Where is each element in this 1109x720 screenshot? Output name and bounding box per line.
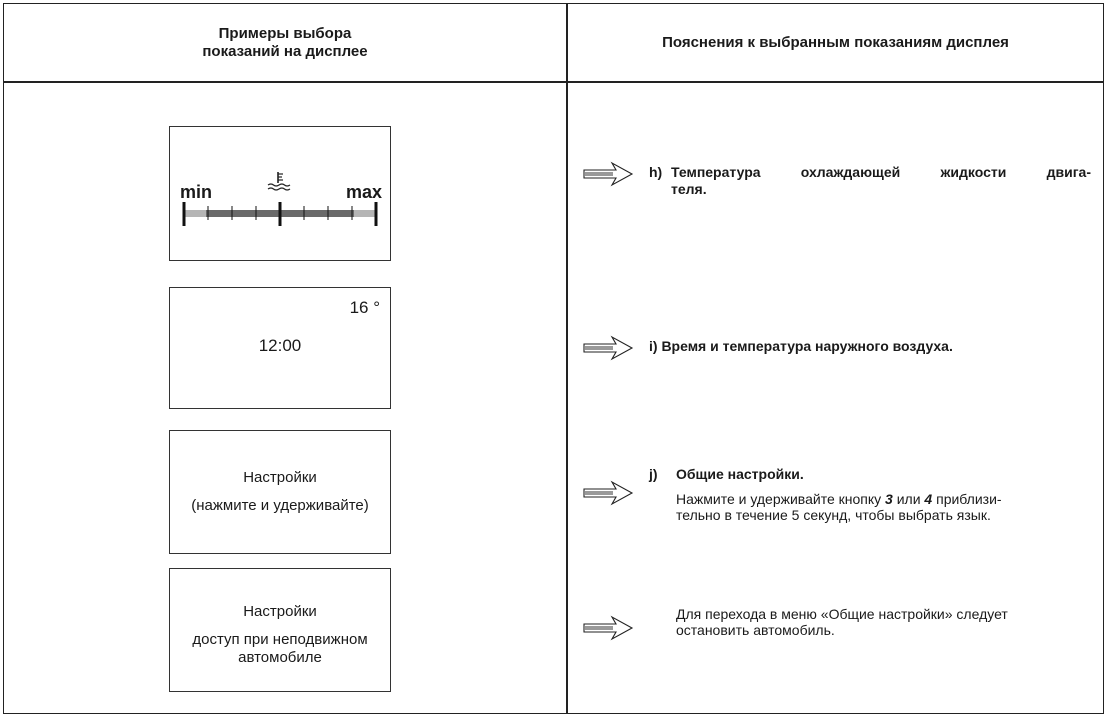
settings-access-line2: автомобиле bbox=[238, 649, 322, 666]
button-4-ref: 4 bbox=[924, 491, 933, 507]
gauge-max-label: max bbox=[345, 182, 382, 202]
arrow-right-icon bbox=[582, 161, 634, 187]
item-letter-j: j) bbox=[649, 466, 658, 482]
gauge-min-label: min bbox=[180, 182, 213, 202]
display-settings bbox=[169, 430, 391, 554]
header-left-line2: показаний на дисплее bbox=[202, 42, 368, 60]
display-settings-stationary bbox=[169, 568, 391, 692]
explanation-stationary-line2: остановить автомобиль. bbox=[676, 622, 835, 638]
button-3-ref: 3 bbox=[885, 491, 893, 507]
column-divider bbox=[566, 4, 568, 713]
arrow-right-icon bbox=[582, 480, 634, 506]
column-header-explanations: Пояснения к выбранным показаниям дисплея bbox=[662, 34, 1009, 51]
outside-temperature: 16 ° bbox=[349, 298, 380, 317]
explanation-stationary-line1: Для перехода в меню «Общие настройки» следует bbox=[676, 606, 1008, 622]
coolant-gauge-scale bbox=[182, 202, 378, 226]
explanation-h-line1: Температура охлаждающей жидкости двига- bbox=[671, 164, 1091, 180]
arrow-right-icon bbox=[582, 615, 634, 641]
coolant-temperature-icon bbox=[266, 171, 292, 198]
explanation-j-body-line1: Нажмите и удерживайте кнопку 3 или 4 приблизи- bbox=[676, 491, 1002, 507]
item-letter-h: h) bbox=[649, 164, 663, 180]
settings-title: Настройки bbox=[243, 469, 317, 486]
header-divider bbox=[4, 81, 1103, 83]
display-coolant-gauge bbox=[169, 126, 391, 261]
settings-access-line1: доступ при неподвижном bbox=[192, 631, 368, 648]
explanation-h-line2: теля. bbox=[671, 181, 707, 197]
explanation-i: i) Время и температура наружного воздуха. bbox=[649, 338, 953, 354]
display-examples-table bbox=[3, 3, 1104, 714]
settings-hint: (нажмите и удерживайте) bbox=[191, 497, 369, 514]
explanation-j-body-line2: тельно в течение 5 секунд, чтобы выбрать язык. bbox=[676, 507, 991, 523]
arrow-right-icon bbox=[582, 335, 634, 361]
column-header-examples bbox=[4, 4, 566, 81]
header-left-line1: Примеры выбора bbox=[218, 24, 352, 42]
display-clock bbox=[169, 287, 391, 409]
explanation-j-title: Общие настройки. bbox=[676, 466, 804, 482]
clock-time: 12:00 bbox=[258, 336, 302, 355]
settings-title: Настройки bbox=[243, 603, 317, 620]
